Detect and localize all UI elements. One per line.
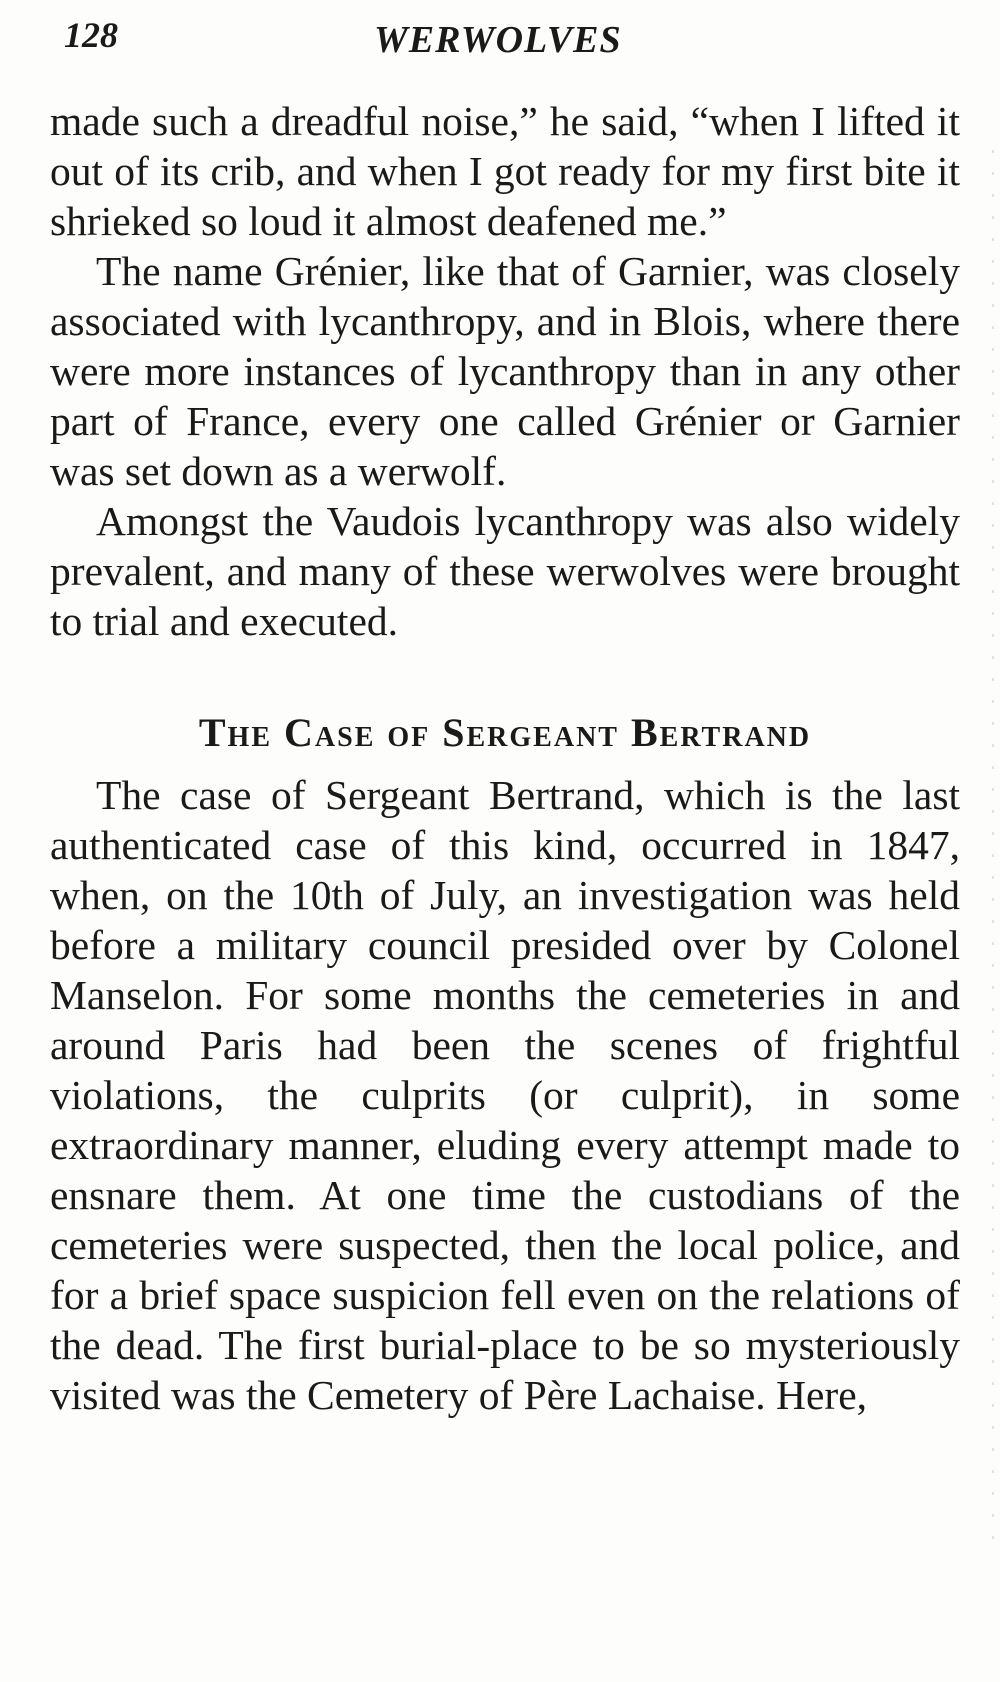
- page-header: [64, 14, 944, 64]
- paragraph-bertrand: The case of Sergeant Bertrand, which is the last authenticated case of this kind, occurred in 1847, when, on the 10th of July, an investigation was held before a military council presided over by Colonel Manselon. For some months the cemeteries in and around Paris had been the scenes of frightful violations, the culprits (or culprit), in some extraordinary manner, eluding every attempt made to ensnare them. At one time the custodians of the cemeteries were suspected, then the local police, and for a brief space suspicion fell even on the relations of the dead. The first burial-place to be so mysteriously visited was the Cemetery of Père Lachaise. Here,: [50, 772, 960, 1418]
- running-title: WERWOLVES: [374, 19, 622, 61]
- page-number: 128: [64, 15, 118, 55]
- body-text: [50, 96, 960, 1420]
- paragraph-grenier: The name Grénier, like that of Garnier, was closely associated with lycanthropy, and in Blois, where there were more instances of lycanthropy than in any other part of France, every one called Grénier or Garnier was set down as a werwolf.: [50, 248, 960, 494]
- page-edge-speckle: [992, 150, 994, 1550]
- section-heading: The Case of Sergeant Bertrand: [198, 710, 812, 755]
- paragraph-continuation: made such a dreadful noise,” he said, “when I lifted it out of its crib, and when I got ready for my first bite it shrieked so loud it almost deafened me.”: [50, 98, 960, 244]
- paragraph-vaudois: Amongst the Vaudois lycanthropy was also widely prevalent, and many of these werwolves were brought to trial and executed.: [50, 498, 960, 644]
